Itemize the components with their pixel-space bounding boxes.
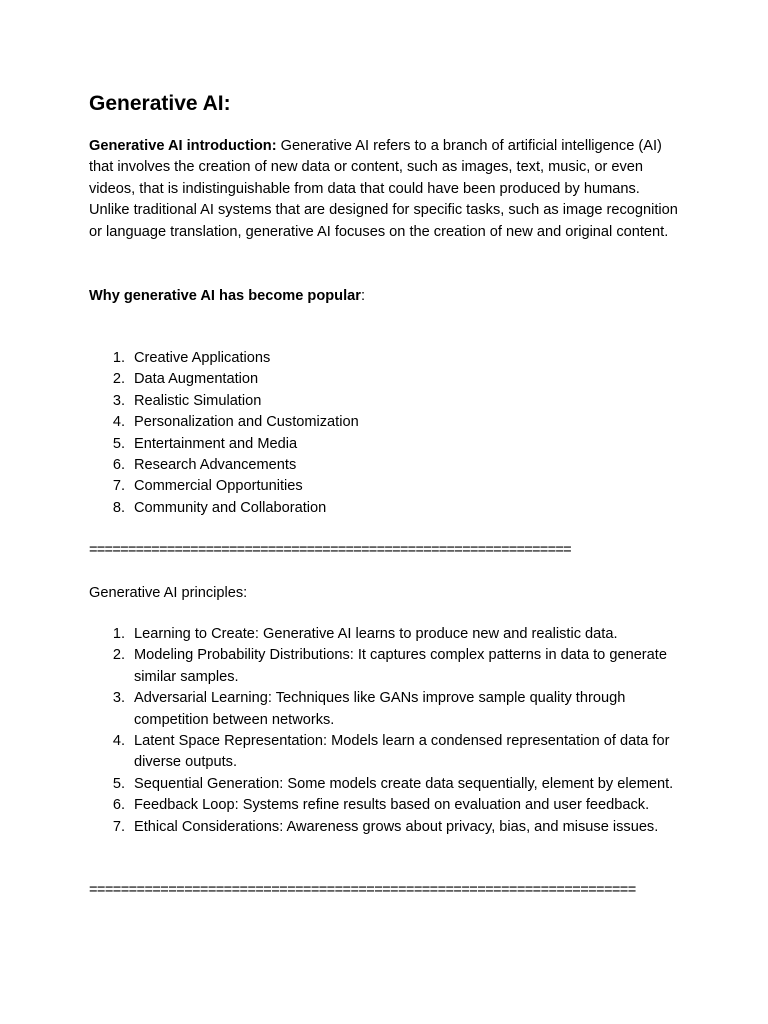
list-text: Entertainment and Media bbox=[134, 435, 298, 452]
list-item bbox=[89, 455, 689, 476]
list-item bbox=[89, 476, 689, 497]
list-number: 5. bbox=[112, 775, 125, 792]
list-item bbox=[89, 369, 689, 390]
list-number: 8. bbox=[112, 499, 125, 516]
list-item bbox=[89, 774, 679, 795]
list-text: Research Advancements bbox=[134, 457, 297, 474]
list-item bbox=[89, 688, 679, 731]
list-number: 3. bbox=[112, 690, 125, 707]
list-number: 1. bbox=[112, 626, 125, 642]
list-item bbox=[89, 391, 689, 412]
list-item bbox=[89, 645, 679, 688]
list-text: Learning to Create: Generative AI learns to produce new and realistic data. bbox=[134, 626, 618, 642]
list-item bbox=[89, 348, 689, 369]
page-title: Generative AI: bbox=[89, 92, 231, 115]
list-number: 2. bbox=[112, 371, 125, 388]
list-number: 4. bbox=[112, 733, 125, 750]
list-number: 1. bbox=[112, 350, 125, 366]
list-text: Data Augmentation bbox=[134, 371, 259, 388]
principles-heading: Generative AI principles: bbox=[89, 585, 248, 601]
list-item bbox=[89, 624, 679, 645]
list-item bbox=[89, 795, 679, 816]
list-text: Community and Collaboration bbox=[134, 499, 327, 516]
list-text: Latent Space Representation: Models learn a condensed representation of data for diverse outputs. bbox=[134, 733, 670, 771]
intro-paragraph bbox=[89, 136, 679, 243]
list-item bbox=[89, 498, 689, 519]
list-item bbox=[89, 731, 679, 774]
intro-text: Generative AI refers to a branch of artificial intelligence (AI) that involves the creation of new data or content, such as images, text, music, or even videos, that is indistinguishable from data that could have been produced by humans. Unlike traditional AI systems that are designed for specific tasks, such as image recognition or language translation, generative AI focuses on the creation of new and original content. bbox=[89, 138, 678, 240]
list-number: 7. bbox=[112, 478, 125, 495]
list-number: 2. bbox=[112, 647, 125, 664]
list-text: Modeling Probability Distributions: It captures complex patterns in data to generate similar samples. bbox=[134, 647, 667, 685]
list-item bbox=[89, 412, 689, 433]
list-item bbox=[89, 817, 679, 838]
why-popular-suffix: : bbox=[360, 288, 366, 304]
list-text: Feedback Loop: Systems refine results based on evaluation and user feedback. bbox=[134, 797, 650, 814]
popular-reasons-list bbox=[89, 348, 689, 519]
why-popular-label: Why generative AI has become popular bbox=[89, 288, 361, 304]
list-text: Personalization and Customization bbox=[134, 414, 359, 431]
list-text: Creative Applications bbox=[134, 350, 271, 366]
separator-line: ===================================================================== bbox=[89, 882, 636, 898]
list-number: 6. bbox=[112, 797, 125, 814]
list-text: Commercial Opportunities bbox=[134, 478, 303, 495]
list-number: 5. bbox=[112, 435, 125, 452]
list-number: 6. bbox=[112, 457, 125, 474]
why-popular-heading bbox=[89, 286, 365, 307]
list-item bbox=[89, 434, 689, 455]
list-number: 4. bbox=[112, 414, 125, 431]
list-number: 3. bbox=[112, 392, 125, 409]
list-text: Sequential Generation: Some models create data sequentially, element by element. bbox=[134, 775, 674, 792]
list-text: Adversarial Learning: Techniques like GANs improve sample quality through competition between networks. bbox=[134, 690, 626, 728]
intro-label: Generative AI introduction: bbox=[89, 138, 277, 154]
list-text: Ethical Considerations: Awareness grows about privacy, bias, and misuse issues. bbox=[134, 818, 659, 835]
list-text: Realistic Simulation bbox=[134, 392, 262, 409]
principles-list bbox=[89, 624, 679, 838]
list-number: 7. bbox=[112, 818, 125, 835]
separator-line: ============================================================== bbox=[89, 542, 571, 558]
